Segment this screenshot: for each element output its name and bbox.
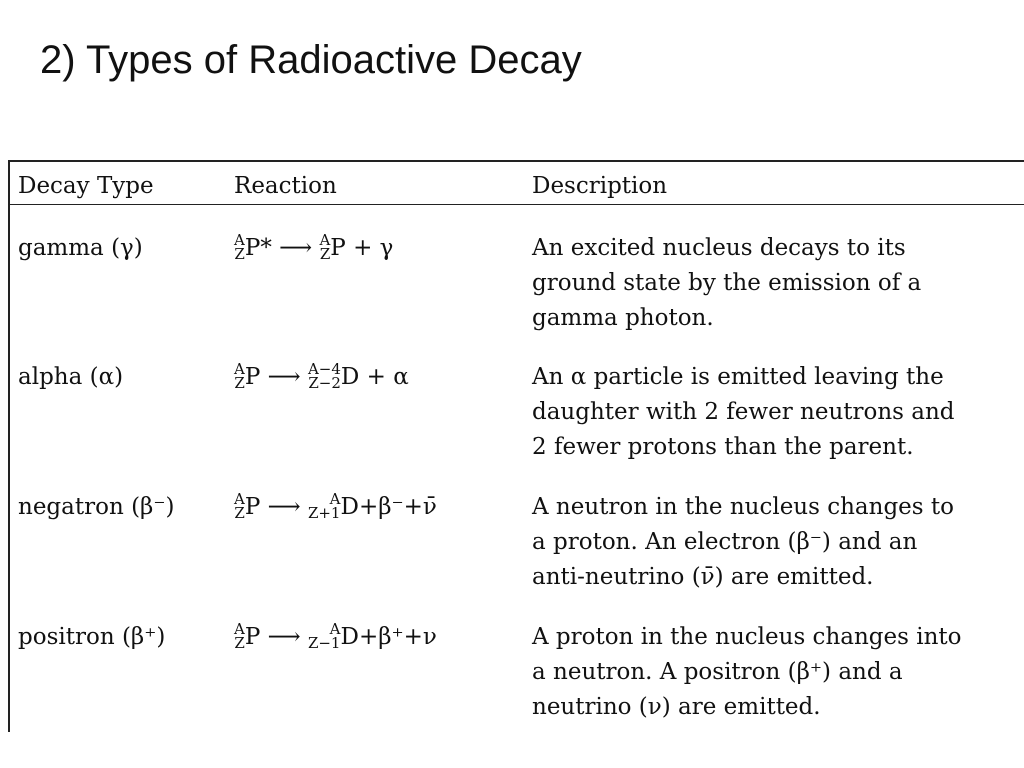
header-divider bbox=[10, 204, 1024, 205]
reaction-negatron: A Z P ⟶ A Z+1 D+β⁻+ν̄ bbox=[234, 490, 437, 522]
reaction-alpha: A Z P ⟶ A−4 Z−2 D + α bbox=[234, 360, 409, 392]
decay-type-negatron: negatron (β⁻) bbox=[18, 494, 175, 520]
decay-type-gamma: gamma (γ) bbox=[18, 235, 143, 261]
header-description: Description bbox=[532, 173, 668, 199]
header-reaction: Reaction bbox=[234, 173, 337, 199]
decay-type-positron: positron (β⁺) bbox=[18, 624, 166, 650]
description-gamma: An excited nucleus decays to its ground state by the emission of a gamma photon. bbox=[532, 235, 922, 331]
decay-table bbox=[8, 160, 1024, 732]
reaction-arrow: ⟶ bbox=[267, 494, 301, 520]
reaction-gamma: A Z P* ⟶ A Z P + γ bbox=[234, 231, 394, 263]
reaction-arrow: ⟶ bbox=[267, 624, 301, 650]
reaction-positron: A Z P ⟶ A Z−1 D+β⁺+ν bbox=[234, 620, 437, 652]
description-positron: A proton in the nucleus changes into a neutron. A positron (β⁺) and a neutrino (ν) are emitted. bbox=[532, 624, 962, 720]
description-negatron: A neutron in the nucleus changes to a proton. An electron (β⁻) and an anti-neutrino (ν̄) are emitted. bbox=[532, 494, 954, 590]
reaction-arrow: ⟶ bbox=[267, 364, 301, 390]
slide-title: 2) Types of Radioactive Decay bbox=[40, 38, 582, 82]
description-alpha: An α particle is emitted leaving the daughter with 2 fewer neutrons and 2 fewer protons than the parent. bbox=[532, 364, 955, 460]
decay-type-alpha: alpha (α) bbox=[18, 364, 124, 390]
header-decay-type: Decay Type bbox=[18, 173, 154, 199]
reaction-arrow: ⟶ bbox=[279, 235, 313, 261]
